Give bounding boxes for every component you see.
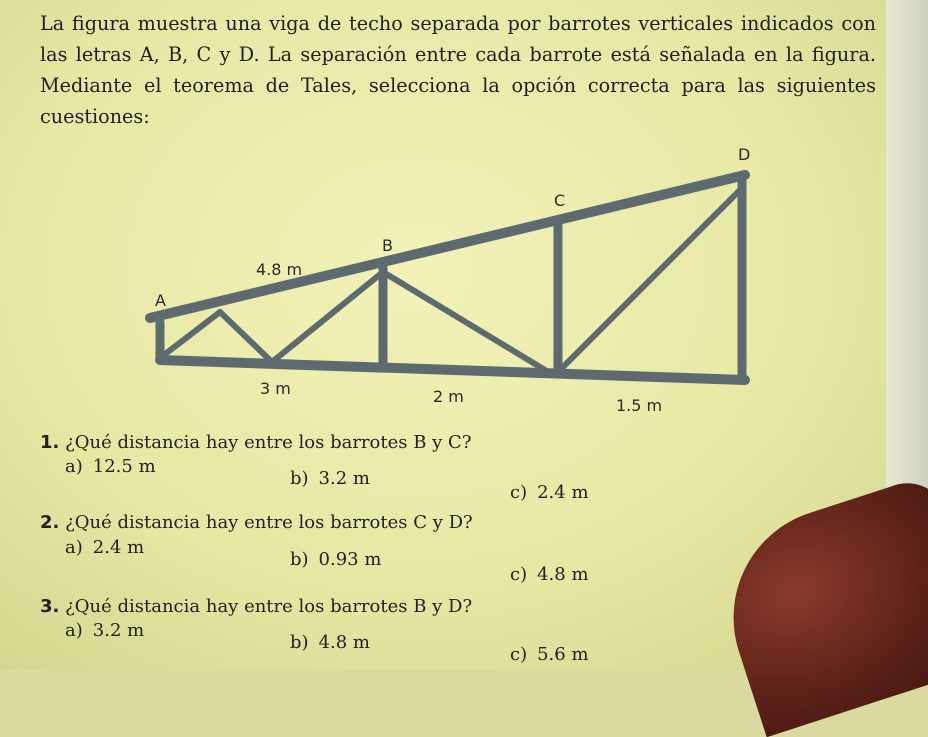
label-a: A [155,291,166,310]
measure-bottom-3: 3 m [260,379,291,398]
question-number: 1. [40,432,60,453]
measure-bottom-2: 2 m [433,387,464,406]
label-c: C [554,191,566,210]
question-3 [40,596,472,617]
roof-truss-diagram [120,140,780,430]
label-d: D [738,145,751,164]
option-text: 2.4 m [537,482,589,503]
truss-bottom-beam [160,360,745,380]
option-letter: a) [65,537,83,558]
truss-top-beam [150,175,745,318]
measure-top-4-8: 4.8 m [256,260,303,279]
option-text: 3.2 m [92,620,145,641]
option-letter: b) [290,468,309,489]
option-letter: c) [510,564,528,585]
q3-option-c[interactable] [510,644,589,665]
option-letter: b) [290,632,309,653]
truss-diagonal-2 [220,312,272,362]
option-letter: a) [65,456,83,477]
intro-paragraph: La figura muestra una viga de techo separada por barrotes verticales indicados con las letras A, B, C y D. La separación entre cada barrote está señalada en la figura. Mediante el teorema de Tales, selecciona la opción correcta para las siguientes cuestiones: [40,12,876,128]
q2-option-a[interactable] [65,537,144,558]
option-text: 4.8 m [318,632,370,653]
question-text: ¿Qué distancia hay entre los barrotes B y C? [65,432,472,453]
q1-option-a[interactable] [65,456,156,477]
option-text: 0.93 m [318,549,382,570]
question-text: ¿Qué distancia hay entre los barrotes B y D? [65,596,473,617]
measure-bottom-1-5: 1.5 m [616,396,663,415]
question-text: ¿Qué distancia hay entre los barrotes C y D? [65,512,473,533]
question-number: 3. [40,596,60,617]
q2-option-c[interactable] [510,564,589,585]
question-1 [40,432,471,453]
option-letter: b) [290,549,309,570]
question-2 [40,512,473,533]
option-text: 4.8 m [537,564,589,585]
q1-option-c[interactable] [510,482,589,503]
q3-option-b[interactable] [290,632,370,653]
truss-diagonal-4 [383,272,545,370]
question-number: 2. [40,512,60,533]
option-letter: c) [510,644,528,665]
option-text: 5.6 m [537,644,589,665]
option-text: 2.4 m [92,537,145,558]
label-b: B [382,236,393,255]
option-text: 3.2 m [318,468,370,489]
truss-diagonal-1 [160,312,220,358]
option-letter: a) [65,620,83,641]
q3-option-a[interactable] [65,620,144,641]
q2-option-b[interactable] [290,549,381,570]
option-letter: c) [510,482,528,503]
option-text: 12.5 m [92,456,156,477]
q1-option-b[interactable] [290,468,370,489]
